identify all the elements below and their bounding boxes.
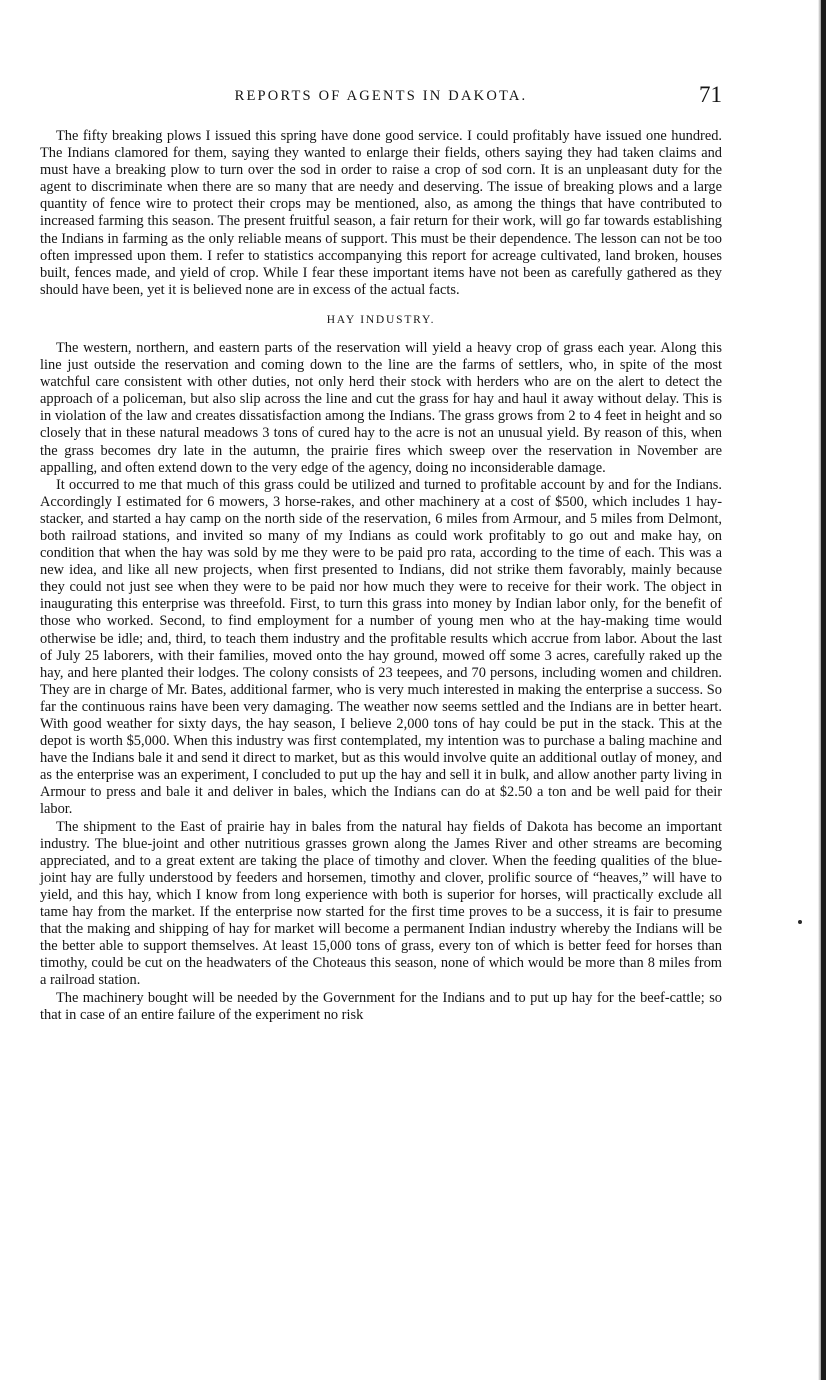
running-header — [40, 82, 722, 110]
paragraph-hay-camp: It occurred to me that much of this grass could be utilized and turned to profitable account by and for the Indians. Accordingly I estimated for 6 mowers, 3 horse-rakes, and other machinery at a cost of $500, which includes 1 hay-stacker, and started a hay camp on the north side of the reservation, 6 miles from Armour, and 5 miles from Delmont, both railroad stations, and invited so many of my Indians as could work profitably to go out and make hay, on condition that when the hay was sold by me they were to be paid pro rata, according to the time of each. This was a new idea, and like all new projects, when first presented to Indians, did not strike them favorably, mainly because they could not just see when they were to be paid nor how much they were to receive for their work. The object in inaugurating this enterprise was threefold. First, to turn this grass into money by Indian labor only, for the benefit of those who worked. Second, to find employment for a number of young men who at the hay-making time would otherwise be idle; and, third, to teach them industry and the profitable results which accrue from labor. About the last of July 25 laborers, with their families, moved onto the hay ground, mowed off some 3 acres, carefully raked up the hay, and here planted their lodges. The colony consists of 23 teepees, and 70 persons, including women and children. They are in charge of Mr. Bates, additional farmer, who is very much interested in making the enterprise a success. So far the continuous rains have been very damaging. The weather now seems settled and the Indians are in better heart. With good weather for sixty days, the hay season, I believe 2,000 tons of hay could be put in the stack. This at the depot is worth $5,000. When this industry was first contemplated, my intention was to purchase a baling machine and have the Indians bale it and send it direct to market, but as this would involve quite an additional outlay of money, and as the enterprise was an experiment, I concluded to put up the hay and sell it in bulk, and allow another party living in Armour to press and bale it and deliver in bales, which the Indians can do at $2.50 a ton and be well paid for their labor. — [40, 476, 722, 818]
stray-ink-mark — [798, 920, 802, 924]
page-edge — [821, 0, 826, 1380]
body-text — [40, 128, 722, 1024]
running-title: REPORTS OF AGENTS IN DAKOTA. — [234, 88, 528, 104]
page-number: 71 — [699, 82, 722, 107]
paragraph-grass-crop: The western, northern, and eastern parts of the reservation will yield a heavy crop of grass each year. Along this line just outside the reservation and coming down to the line are the farms of settlers, who, in spite of the most watchful care consistent with other duties, not only herd their stock with herders who are on the alert to detect the approach of a policeman, but also slip across the line and cut the grass for hay and haul it away without delay. This is in violation of the law and creates dissatisfaction among the Indians. The grass grows from 2 to 4 feet in height and so closely that in these natural meadows 3 tons of cured hay to the acre is not an unusual yield. By reason of this, when the grass becomes dry late in the autumn, the prairie fires which sweep over the reservation in November are appalling, and often extend down to the very edge of the agency, doing no inconsiderable damage. — [40, 339, 722, 476]
paragraph-breaking-plows: The fifty breaking plows I issued this spring have done good service. I could profitably have issued one hundred. The Indians clamored for them, saying they wanted to enlarge their fields, others saying they had taken claims and must have a breaking plow to turn over the sod in order to raise a crop of sod corn. It is an unpleasant duty for the agent to discriminate when there are so many that are needy and deserving. The issue of breaking plows and a large quantity of fence wire to protect their crops may be mentioned, also, as among the things that have contributed to increased farming this season. The present fruitful season, a fair return for their work, will go far towards establishing the Indians in farming as the only reliable means of support. This must be their dependence. The lesson can not be too often impressed upon them. I refer to statistics accompanying this report for acreage cultivated, land broken, houses built, fences made, and yield of crop. While I fear these important items have not been as carefully gathered as they should have been, yet it is believed none are in excess of the actual facts. — [40, 128, 722, 298]
section-heading-hay-industry: HAY INDUSTRY. — [326, 313, 436, 326]
paragraph-hay-shipment: The shipment to the East of prairie hay in bales from the natural hay fields of Dakota has become an important industry. The blue-joint and other nutritious grasses grown along the James River and other streams are becoming appreciated, and to a great extent are taking the place of timothy and clover. When the feeding qualities of the blue-joint hay are fully understood by feeders and horsemen, timothy and clover, prolific source of “heaves,” will have to yield, and this hay, which I know from long experience with both is superior for horses, will practically exclude all tame hay from the market. If the enterprise now started for the first time proves to be a success, it is fair to presume that the making and shipping of hay for market will become a permanent Indian industry whereby the Indians will be the better able to support themselves. At least 15,000 tons of grass, every ton of which is better feed for horses than timothy, could be cut on the headwaters of the Choteaus this season, none of which would be more than 8 miles from a railroad station. — [40, 818, 722, 989]
paragraph-machinery: The machinery bought will be needed by the Government for the Indians and to put up hay for the beef-cattle; so that in case of an entire failure of the experiment no risk — [40, 989, 722, 1023]
